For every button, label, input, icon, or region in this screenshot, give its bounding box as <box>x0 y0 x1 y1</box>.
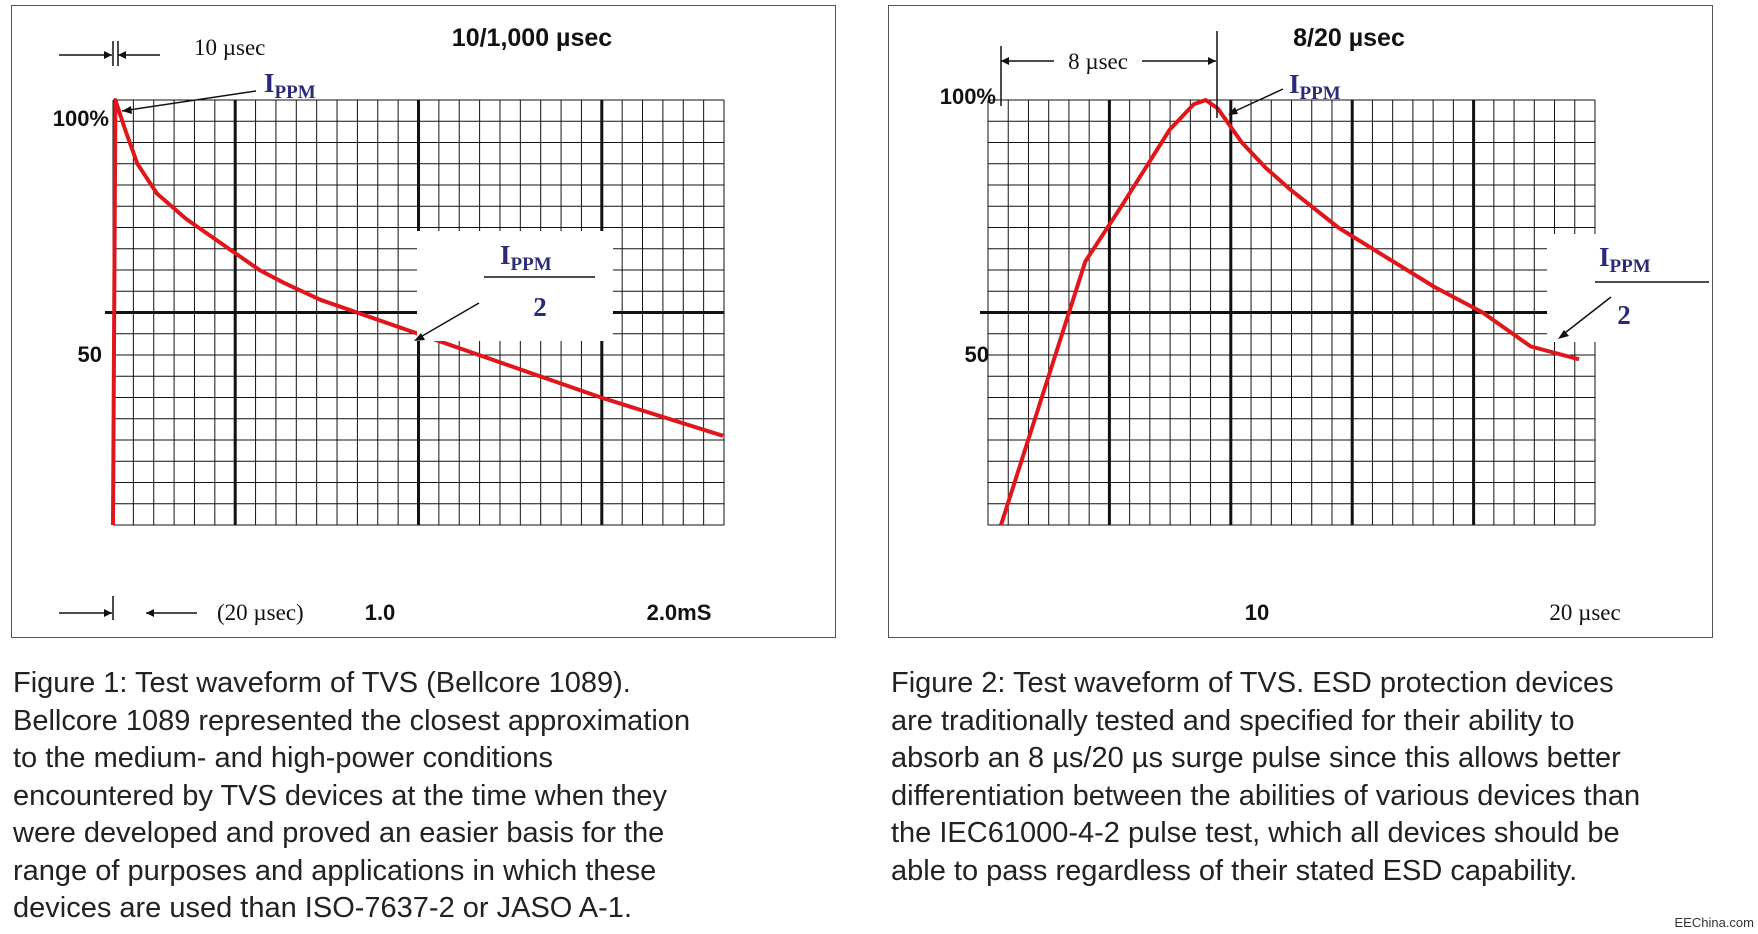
chart-2-peak-label: $I_{PPM}$ <box>1289 69 1341 104</box>
chart-2-half-label-num: $I_{PPM}$ <box>1599 242 1651 277</box>
chart-2-peak-pointer <box>1231 89 1283 113</box>
chart-1-half-box <box>417 231 613 341</box>
chart-1-xtick-2: 2.0mS <box>646 600 712 625</box>
caption-1-line: devices are used than ISO-7637-2 or JASO A-1. <box>13 892 632 924</box>
chart-2-ytick-100: 100% <box>939 84 996 109</box>
chart-2-half-label-den: 2 <box>1617 300 1631 330</box>
caption-1-line: to the medium- and high-power conditions <box>13 742 554 774</box>
caption-2-line: Figure 2: Test waveform of TVS. ESD protection devices <box>891 667 1614 699</box>
caption-1-line: were developed and proved an easier basis for the <box>13 817 665 849</box>
chart-1-half-label-den: 2 <box>533 292 547 322</box>
caption-2-line: the IEC61000-4-2 pulse test, which all devices should be <box>891 817 1620 849</box>
chart-2-grid <box>980 100 1595 525</box>
caption-figure-1 <box>13 665 690 928</box>
caption-1-line: encountered by TVS devices at the time when they <box>13 779 667 812</box>
chart-1-duration-arrowhead-left <box>104 609 112 617</box>
chart-1-duration-arrowhead-right <box>146 609 154 617</box>
chart-1-peak-pointer-head <box>122 106 132 114</box>
chart-1-peak-label: $I_{PPM}$ <box>264 68 316 103</box>
chart-1-rise-arrowhead-right <box>118 51 126 59</box>
caption-1-line: Bellcore 1089 represented the closest approximation <box>13 704 691 737</box>
caption-2-line: able to pass regardless of their stated ESD capability. <box>891 854 1578 887</box>
chart-2-title: 8/20 µsec <box>1293 24 1405 52</box>
chart-2-rise-arrowhead-left <box>1001 57 1009 65</box>
chart-1-title: 10/1,000 µsec <box>451 24 613 52</box>
watermark: EEChina.com <box>1674 915 1754 930</box>
chart-1-rise-time-label: 10 µsec <box>194 35 266 60</box>
caption-1-line: Figure 1: Test waveform of TVS (Bellcore 1089). <box>13 667 631 699</box>
chart-2-rise-time-label: 8 µsec <box>1068 49 1128 74</box>
chart-panel-2 <box>888 5 1713 638</box>
chart-panel-1 <box>11 5 836 638</box>
caption-2-line: are traditionally tested and specified for their ability to <box>891 704 1575 737</box>
chart-1-half-label-num: $I_{PPM}$ <box>500 240 552 275</box>
chart-1-xtick-1: 1.0 <box>364 600 396 625</box>
chart-1-duration-label: (20 µsec) <box>217 600 304 625</box>
chart-2-rise-arrowhead-right <box>1208 57 1216 65</box>
chart-2-xtick-20: 20 µsec <box>1549 600 1621 625</box>
chart-1-svg <box>12 6 837 639</box>
caption-2-line: absorb an 8 µs/20 µs surge pulse since this allows better <box>891 742 1621 774</box>
chart-2-xtick-10: 10 <box>1244 600 1270 625</box>
chart-2-svg <box>889 6 1714 639</box>
caption-figure-2 <box>891 665 1640 890</box>
chart-1-grid <box>105 100 724 525</box>
caption-1-line: range of purposes and applications in which these <box>13 854 657 887</box>
chart-1-rise-arrowhead-left <box>104 51 112 59</box>
chart-2-ytick-50: 50 <box>964 342 989 367</box>
caption-2-line: differentiation between the abilities of various devices than <box>891 779 1641 812</box>
chart-1-ytick-50: 50 <box>77 342 102 367</box>
chart-1-ytick-100: 100% <box>52 106 109 131</box>
